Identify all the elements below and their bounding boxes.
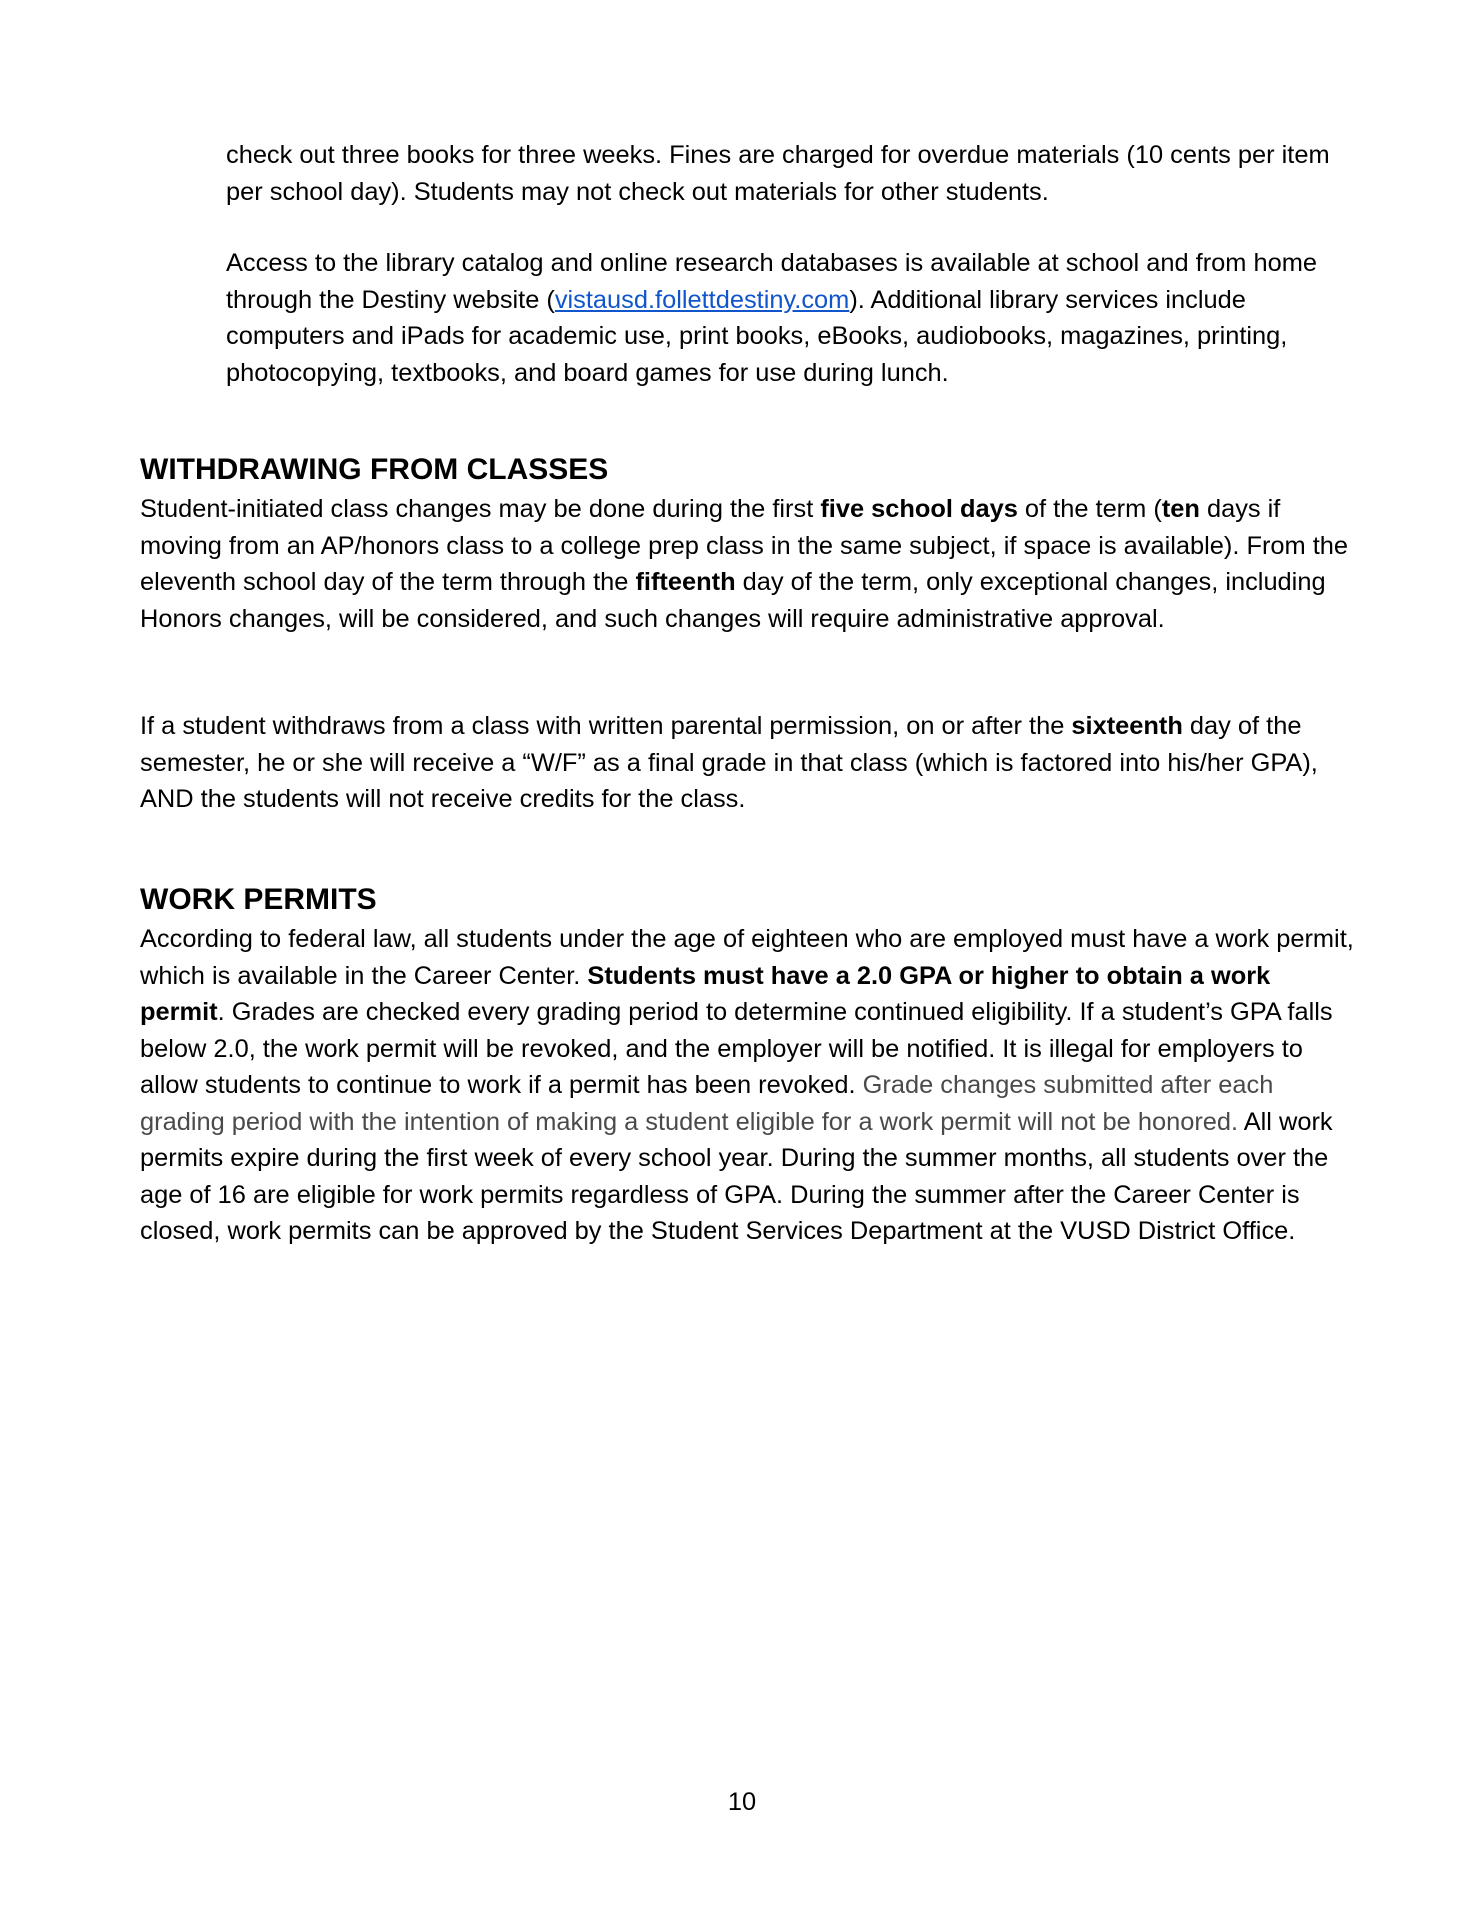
text-segment: day of the term, only exceptional changes, including Honors changes, will be considered, and such changes will require administrative approval. <box>140 568 1326 633</box>
library-checkout-paragraph <box>226 137 1356 210</box>
bold-sixteenth: sixteenth <box>1071 712 1183 740</box>
text-segment: Student-initiated class changes may be done during the first <box>140 495 821 523</box>
destiny-website-link[interactable]: vistausd.follettdestiny.com <box>554 285 850 314</box>
text-segment: According to federal law, all students under the age of eighteen who are employed must have a work permit, which is available in the Career Center. <box>140 925 1354 990</box>
bold-five-school-days: five school days <box>820 495 1018 523</box>
library-checkout-text: check out three books for three weeks. Fines are charged for overdue materials (10 cents per item per school day). Students may not check out materials for other students. <box>226 141 1330 206</box>
grade-changes-note: Grade changes submitted after each grading period with the intention of making a student eligible for a work permit will not be honored. <box>140 1071 1274 1136</box>
text-segment: If a student withdraws from a class with written parental permission, on or after the <box>140 712 1072 740</box>
text-segment: day of the semester, he or she will receive a “W/F” as a final grade in that class (which is factored into his/her GPA), AND the students will not receive credits for the class. <box>140 712 1318 813</box>
bold-gpa-requirement: Students must have a 2.0 GPA or higher to obtain a work permit <box>140 961 1271 1026</box>
library-access-text: Access to the library catalog and online research databases is available at school and from home through the Destiny website ( <box>226 249 1318 314</box>
withdrawing-heading: WITHDRAWING FROM CLASSES <box>140 453 609 486</box>
library-access-paragraph <box>226 245 1356 391</box>
text-segment: . Grades are checked every grading period to determine continued eligibility. If a student’s GPA falls below 2.0, the work permit will be revoked, and the employer will be notified. It is illegal for employers to allow students to continue to work if a permit has been revoked. <box>140 998 1333 1099</box>
withdrawing-paragraph-2 <box>140 708 1356 818</box>
bold-fifteenth: fifteenth <box>635 568 736 596</box>
library-services-text: ). Additional library services include computers and iPads for academic use, print books, eBooks, audiobooks, magazines, printing, photocopying, textbooks, and board games for use during lunch. <box>226 285 1288 387</box>
withdrawing-paragraph-1 <box>140 491 1356 637</box>
work-permits-paragraph <box>140 921 1356 1250</box>
text-segment: All work permits expire during the first week of every school year. During the summer months, all students over the age of 16 are eligible for work permits regardless of GPA. During the summer after the Career Center is closed, work permits can be approved by the Student Services Department at the VUSD District Office. <box>140 1107 1333 1245</box>
page-number: 10 <box>727 1788 757 1816</box>
bold-ten: ten <box>1161 495 1200 523</box>
text-segment: of the term ( <box>1017 495 1162 523</box>
text-segment: days if moving from an AP/honors class to a college prep class in the same subject, if space is available). From the eleventh school day of the term through the <box>140 495 1349 596</box>
work-permits-heading: WORK PERMITS <box>140 883 377 916</box>
